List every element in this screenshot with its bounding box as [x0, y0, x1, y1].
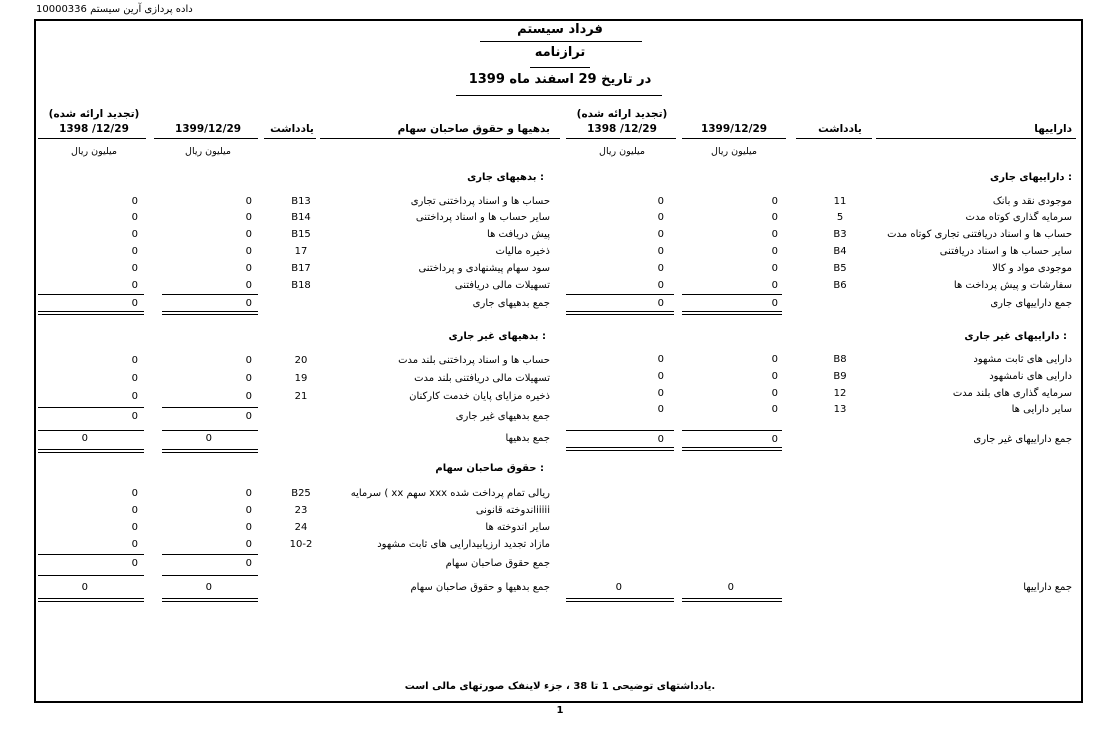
title-underline [480, 41, 642, 42]
rule-line [566, 598, 674, 602]
current-asset-row-note: B5 [833, 263, 847, 274]
equity-row-value-prior: 0 [131, 522, 138, 533]
equity-row-note: 24 [294, 522, 308, 533]
current-liability-row-value-prior: 0 [131, 196, 138, 207]
noncurrent-asset-row-value-prior: 0 [657, 388, 664, 399]
equity-total-value-current: 0 [245, 558, 252, 569]
noncurrent-assets-heading: داراییهای غیر جاری : [964, 331, 1067, 342]
liab-unit-current: میلیون ریال [185, 146, 231, 157]
rule-line [566, 430, 674, 431]
company-title: فرداد سیستم [517, 22, 603, 37]
equity-heading: حقوق صاحبان سهام : [435, 463, 544, 474]
equity-row-note: B25 [291, 488, 311, 499]
noncurrent-liability-row-value-current: 0 [245, 355, 252, 366]
current-assets-total-value-prior: 0 [657, 298, 664, 309]
total-assets-value-current: 0 [727, 582, 734, 593]
current-asset-row-value-current: 0 [771, 246, 778, 257]
equity-row-note: 10-2 [289, 539, 313, 550]
rule-line [38, 575, 144, 576]
current-asset-row-value-prior: 0 [657, 280, 664, 291]
liabilities-header: بدهیها و حقوق صاحبان سهام [397, 123, 550, 135]
current-liability-row-note: B17 [291, 263, 311, 274]
statement-underline [530, 67, 590, 68]
noncurrent-liability-row-label: حساب ها و اسناد پرداختنی بلند مدت [398, 355, 550, 366]
noncurrent-liability-row-note: 21 [294, 391, 308, 402]
equity-total-label: جمع حقوق صاحبان سهام [445, 558, 550, 569]
rule-line [162, 554, 258, 555]
rule-line [162, 311, 258, 315]
current-liability-row-value-prior: 0 [131, 246, 138, 257]
current-liability-row-value-current: 0 [245, 229, 252, 240]
current-assets-total-label: جمع داراییهای جاری [990, 298, 1072, 309]
rule-line [38, 294, 144, 295]
asset-note-header: یادداشت [818, 123, 862, 135]
rule-line [38, 311, 144, 315]
total-liab-equity-value-current: 0 [205, 582, 212, 593]
noncurrent-liabilities-total-value-prior: 0 [131, 411, 138, 422]
current-asset-row-note: B6 [833, 280, 847, 291]
current-liability-row-value-current: 0 [245, 246, 252, 257]
asset-date-prior: 1398 /12/29 [587, 123, 657, 135]
noncurrent-liabilities-total-value-current: 0 [245, 411, 252, 422]
current-liability-row-note: B15 [291, 229, 311, 240]
current-assets-total-value-current: 0 [771, 298, 778, 309]
equity-row-value-prior: 0 [131, 505, 138, 516]
current-liability-row-value-prior: 0 [131, 280, 138, 291]
liab-date-current: 1399/12/29 [174, 123, 242, 135]
asset-date-current: 1399/12/29 [700, 123, 768, 135]
equity-row-label: مازاد تجدید ارزیابیدارایی های ثابت مشهود [377, 539, 550, 550]
equity-row-value-prior: 0 [131, 488, 138, 499]
noncurrent-asset-row-label: سرمایه گذاری های بلند مدت [952, 388, 1072, 399]
equity-row-label: سرمایه ( xx سهم xxx ریالی تمام پرداخت شده [350, 488, 550, 499]
current-asset-row-value-prior: 0 [657, 212, 664, 223]
current-liability-row-value-current: 0 [245, 280, 252, 291]
current-liabilities-heading: بدهیهای جاری : [467, 172, 544, 183]
total-liabilities-label: جمع بدهیها [505, 433, 550, 444]
rule-line [682, 294, 782, 295]
rule-line [38, 430, 144, 431]
current-liability-row-label: حساب ها و اسناد پرداختنی تجاری [410, 196, 550, 207]
rule-line [162, 430, 258, 431]
asset-unit-current: میلیون ریال [711, 146, 757, 157]
current-liability-row-value-current: 0 [245, 263, 252, 274]
current-asset-row-label: سفارشات و پیش پرداخت ها [953, 280, 1072, 291]
equity-row-value-current: 0 [245, 522, 252, 533]
equity-row-value-prior: 0 [131, 539, 138, 550]
noncurrent-asset-row-note: B9 [833, 371, 847, 382]
rule-line [38, 449, 144, 453]
current-liability-row-note: B14 [291, 212, 311, 223]
current-liability-row-label: سود سهام پیشنهادی و پرداختنی [418, 263, 550, 274]
current-liability-row-value-prior: 0 [131, 212, 138, 223]
current-asset-row-label: موجودی مواد و کالا [992, 263, 1072, 274]
current-liability-row-note: 17 [294, 246, 308, 257]
current-asset-row-value-current: 0 [771, 229, 778, 240]
noncurrent-asset-row-label: دارایی های ثابت مشهود [973, 354, 1072, 365]
noncurrent-asset-row-value-prior: 0 [657, 354, 664, 365]
rule-line [682, 311, 782, 315]
rule-line [566, 294, 674, 295]
current-liability-row-note: B13 [291, 196, 311, 207]
rule-line [162, 294, 258, 295]
liab-restated-label: (تجدید ارائه شده) [48, 108, 140, 120]
current-asset-row-value-current: 0 [771, 280, 778, 291]
noncurrent-asset-row-value-current: 0 [771, 371, 778, 382]
noncurrent-liabilities-heading: بدهیهای غیر جاری : [448, 331, 546, 342]
footer-note: یادداشتهای توضیحی 1 تا 38 ، جزء لاینفک صورتهای مالی است. [404, 681, 716, 692]
noncurrent-liability-row-note: 20 [294, 355, 308, 366]
noncurrent-liability-row-note: 19 [294, 373, 308, 384]
noncurrent-liability-row-value-current: 0 [245, 373, 252, 384]
liab-date-prior: 1398 /12/29 [59, 123, 129, 135]
total-assets-value-prior: 0 [615, 582, 622, 593]
noncurrent-assets-total-value-current: 0 [771, 434, 778, 445]
asset-unit-prior: میلیون ریال [599, 146, 645, 157]
current-liabilities-total-value-prior: 0 [131, 298, 138, 309]
statement-date: در تاریخ 29 اسفند ماه 1399 [468, 72, 652, 87]
current-liability-row-value-prior: 0 [131, 263, 138, 274]
equity-row-label: سایر اندوخته ها [485, 522, 550, 533]
noncurrent-asset-row-value-current: 0 [771, 404, 778, 415]
current-liability-row-value-current: 0 [245, 212, 252, 223]
noncurrent-asset-row-value-current: 0 [771, 388, 778, 399]
noncurrent-liabilities-total-label: جمع بدهیهای غیر جاری [455, 411, 550, 422]
noncurrent-asset-row-value-prior: 0 [657, 404, 664, 415]
equity-row-value-current: 0 [245, 505, 252, 516]
current-asset-row-label: سرمایه گذاری کوتاه مدت [965, 212, 1072, 223]
rule-line [38, 554, 144, 555]
asset-restated-label: (تجدید ارائه شده) [576, 108, 668, 120]
report-company-id: داده پردازی آرین سیستم 10000336 [36, 4, 193, 15]
current-liability-row-label: سایر حساب ها و اسناد پرداختنی [415, 212, 550, 223]
noncurrent-asset-row-note: 13 [833, 404, 847, 415]
statement-title: ترازنامه [534, 45, 586, 60]
current-asset-row-label: موجودی نقد و بانک [992, 196, 1072, 207]
rule-line [566, 447, 674, 451]
rule-line [682, 598, 782, 602]
current-assets-heading: داراییهای جاری : [990, 172, 1072, 183]
current-asset-row-value-current: 0 [771, 212, 778, 223]
rule-line [38, 598, 144, 602]
noncurrent-asset-row-label: دارایی های نامشهود [989, 371, 1072, 382]
rule-line [566, 311, 674, 315]
current-liability-row-value-prior: 0 [131, 229, 138, 240]
rule-line [162, 598, 258, 602]
total-liabilities-value-prior: 0 [81, 433, 88, 444]
current-asset-row-value-current: 0 [771, 196, 778, 207]
current-asset-row-value-prior: 0 [657, 229, 664, 240]
current-asset-row-note: B3 [833, 229, 847, 240]
current-asset-row-value-current: 0 [771, 263, 778, 274]
rule-line [162, 449, 258, 453]
noncurrent-asset-row-value-current: 0 [771, 354, 778, 365]
equity-row-label: اندوخته قانونیiiiii [475, 505, 550, 516]
equity-row-value-current: 0 [245, 539, 252, 550]
current-asset-row-label: حساب ها و اسناد دریافتنی تجاری کوتاه مدت [887, 229, 1072, 240]
current-asset-row-note: 5 [836, 212, 844, 223]
noncurrent-assets-total-value-prior: 0 [657, 434, 664, 445]
total-liab-equity-label: جمع بدهیها و حقوق صاحبان سهام [410, 582, 550, 593]
rule-line [162, 575, 258, 576]
liab-note-header: یادداشت [270, 123, 314, 135]
current-asset-row-value-prior: 0 [657, 246, 664, 257]
current-liability-row-note: B18 [291, 280, 311, 291]
rule-line [682, 430, 782, 431]
noncurrent-asset-row-note: 12 [833, 388, 847, 399]
noncurrent-asset-row-note: B8 [833, 354, 847, 365]
noncurrent-liability-row-label: ذخیره مزایای پایان خدمت کارکنان [409, 391, 550, 402]
noncurrent-liability-row-value-prior: 0 [131, 391, 138, 402]
noncurrent-liability-row-value-prior: 0 [131, 373, 138, 384]
current-asset-row-note: 11 [833, 196, 847, 207]
current-liability-row-value-current: 0 [245, 196, 252, 207]
noncurrent-liability-row-value-current: 0 [245, 391, 252, 402]
rule-line [162, 407, 258, 408]
current-liability-row-label: پیش دریافت ها [487, 229, 550, 240]
total-assets-label: جمع داراییها [1023, 582, 1072, 593]
rule-line [38, 407, 144, 408]
current-asset-row-label: سایر حساب ها و اسناد دریافتنی [939, 246, 1072, 257]
assets-header: داراییها [1034, 123, 1072, 135]
noncurrent-liability-row-label: تسهیلات مالی دریافتنی بلند مدت [414, 373, 550, 384]
noncurrent-asset-row-value-prior: 0 [657, 371, 664, 382]
liab-unit-prior: میلیون ریال [71, 146, 117, 157]
noncurrent-assets-total-label: جمع داراییهای غیر جاری [973, 434, 1072, 445]
equity-row-note: 23 [294, 505, 308, 516]
current-asset-row-value-prior: 0 [657, 196, 664, 207]
total-liab-equity-value-prior: 0 [81, 582, 88, 593]
total-liabilities-value-current: 0 [205, 433, 212, 444]
current-liabilities-total-label: جمع بدهیهای جاری [472, 298, 550, 309]
current-liability-row-label: تسهیلات مالی دریافتنی [454, 280, 550, 291]
equity-total-value-prior: 0 [131, 558, 138, 569]
current-liability-row-label: ذخیره مالیات [495, 246, 550, 257]
date-underline [456, 95, 662, 96]
current-liabilities-total-value-current: 0 [245, 298, 252, 309]
equity-row-value-current: 0 [245, 488, 252, 499]
noncurrent-asset-row-label: سایر دارایی ها [1011, 404, 1072, 415]
noncurrent-liability-row-value-prior: 0 [131, 355, 138, 366]
rule-line [682, 447, 782, 451]
current-asset-row-note: B4 [833, 246, 847, 257]
current-asset-row-value-prior: 0 [657, 263, 664, 274]
page-number: 1 [556, 705, 564, 716]
